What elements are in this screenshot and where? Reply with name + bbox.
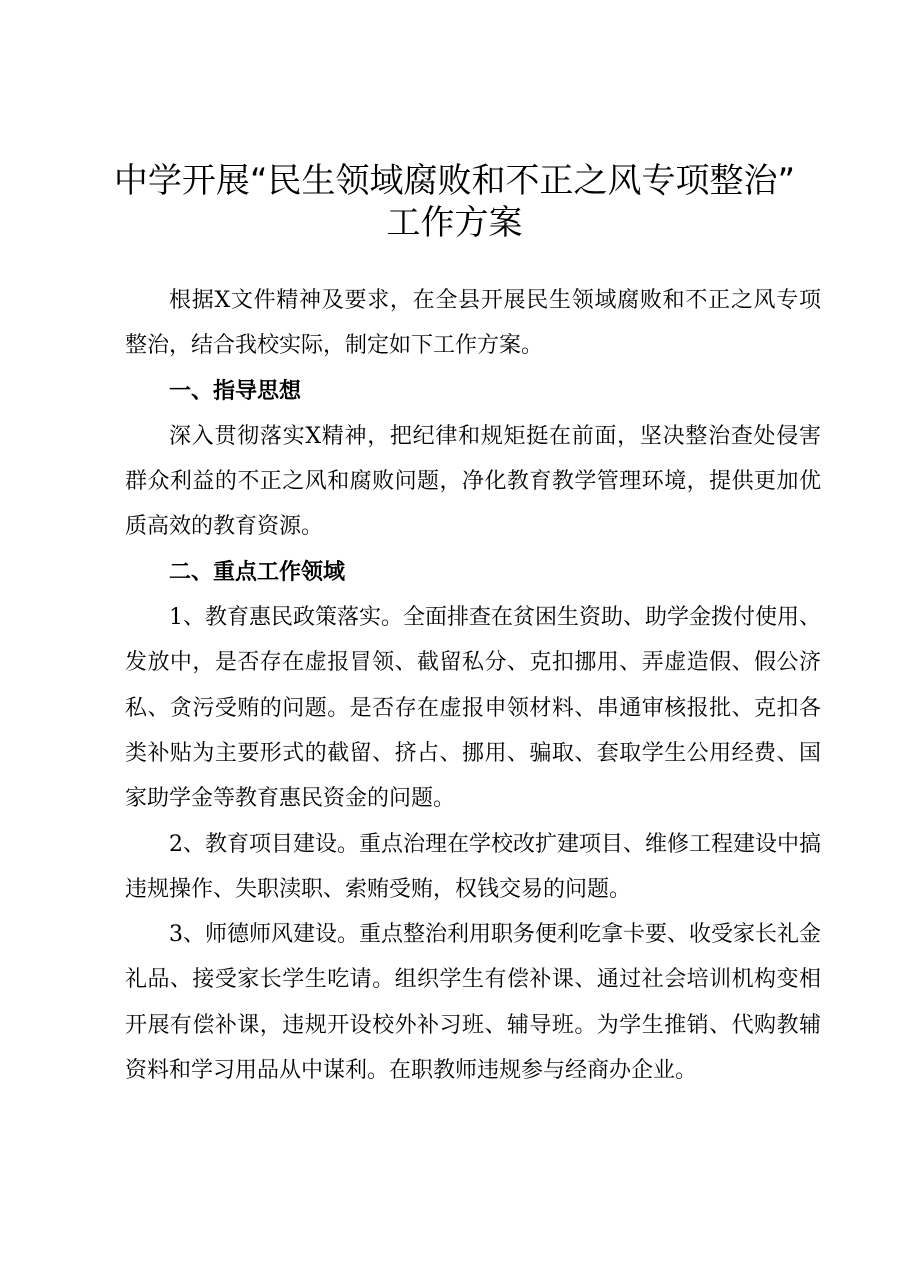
section-heading-guiding-thought: 一、指导思想 bbox=[169, 378, 302, 404]
key-area-paragraph-1: 1、教育惠民政策落实。全面排查在贫困生资助、助学金拨付使用、发放中，是否存在虚报冒领、截留私分、克扣挪用、弄虚造假、假公济私、贪污受贿的问题。是否存在虚报申领材料、串通审核报批、克扣各类补贴为主要形式的截留、挤占、挪用、骗取、套取学生公用经费、国家助学金等教育惠民资金的问题。 bbox=[125, 605, 821, 812]
intro-paragraph: 根据X文件精神及要求，在全县开展民生领域腐败和不正之风专项整治，结合我校实际，制定如下工作方案。 bbox=[125, 288, 821, 359]
key-area-paragraph-3: 3、师德师风建设。重点整治利用职务便利吃拿卡要、收受家长礼金礼品、接受家长学生吃请。组织学生有偿补课、通过社会培训机构变相开展有偿补课，违规开设校外补习班、辅导班。为学生推销、代购教辅资料和学习用品从中谋利。在职教师违规参与经商办企业。 bbox=[125, 922, 821, 1084]
key-area-paragraph-2: 2、教育项目建设。重点治理在学校改扩建项目、维修工程建设中搞违规操作、失职渎职、索贿受贿，权钱交易的问题。 bbox=[125, 831, 821, 902]
document-title-line-2: 工作方案 bbox=[386, 203, 523, 243]
section-heading-key-areas: 二、重点工作领域 bbox=[169, 559, 346, 585]
document-title-line-1: 中学开展“民生领域腐败和不正之风专项整治” bbox=[113, 161, 796, 201]
guiding-thought-paragraph: 深入贯彻落实X精神，把纪律和规矩挺在前面，坚决整治查处侵害群众利益的不正之风和腐败问题，净化教育教学管理环境，提供更加优质高效的教育资源。 bbox=[125, 423, 821, 540]
document-body bbox=[125, 278, 821, 1093]
